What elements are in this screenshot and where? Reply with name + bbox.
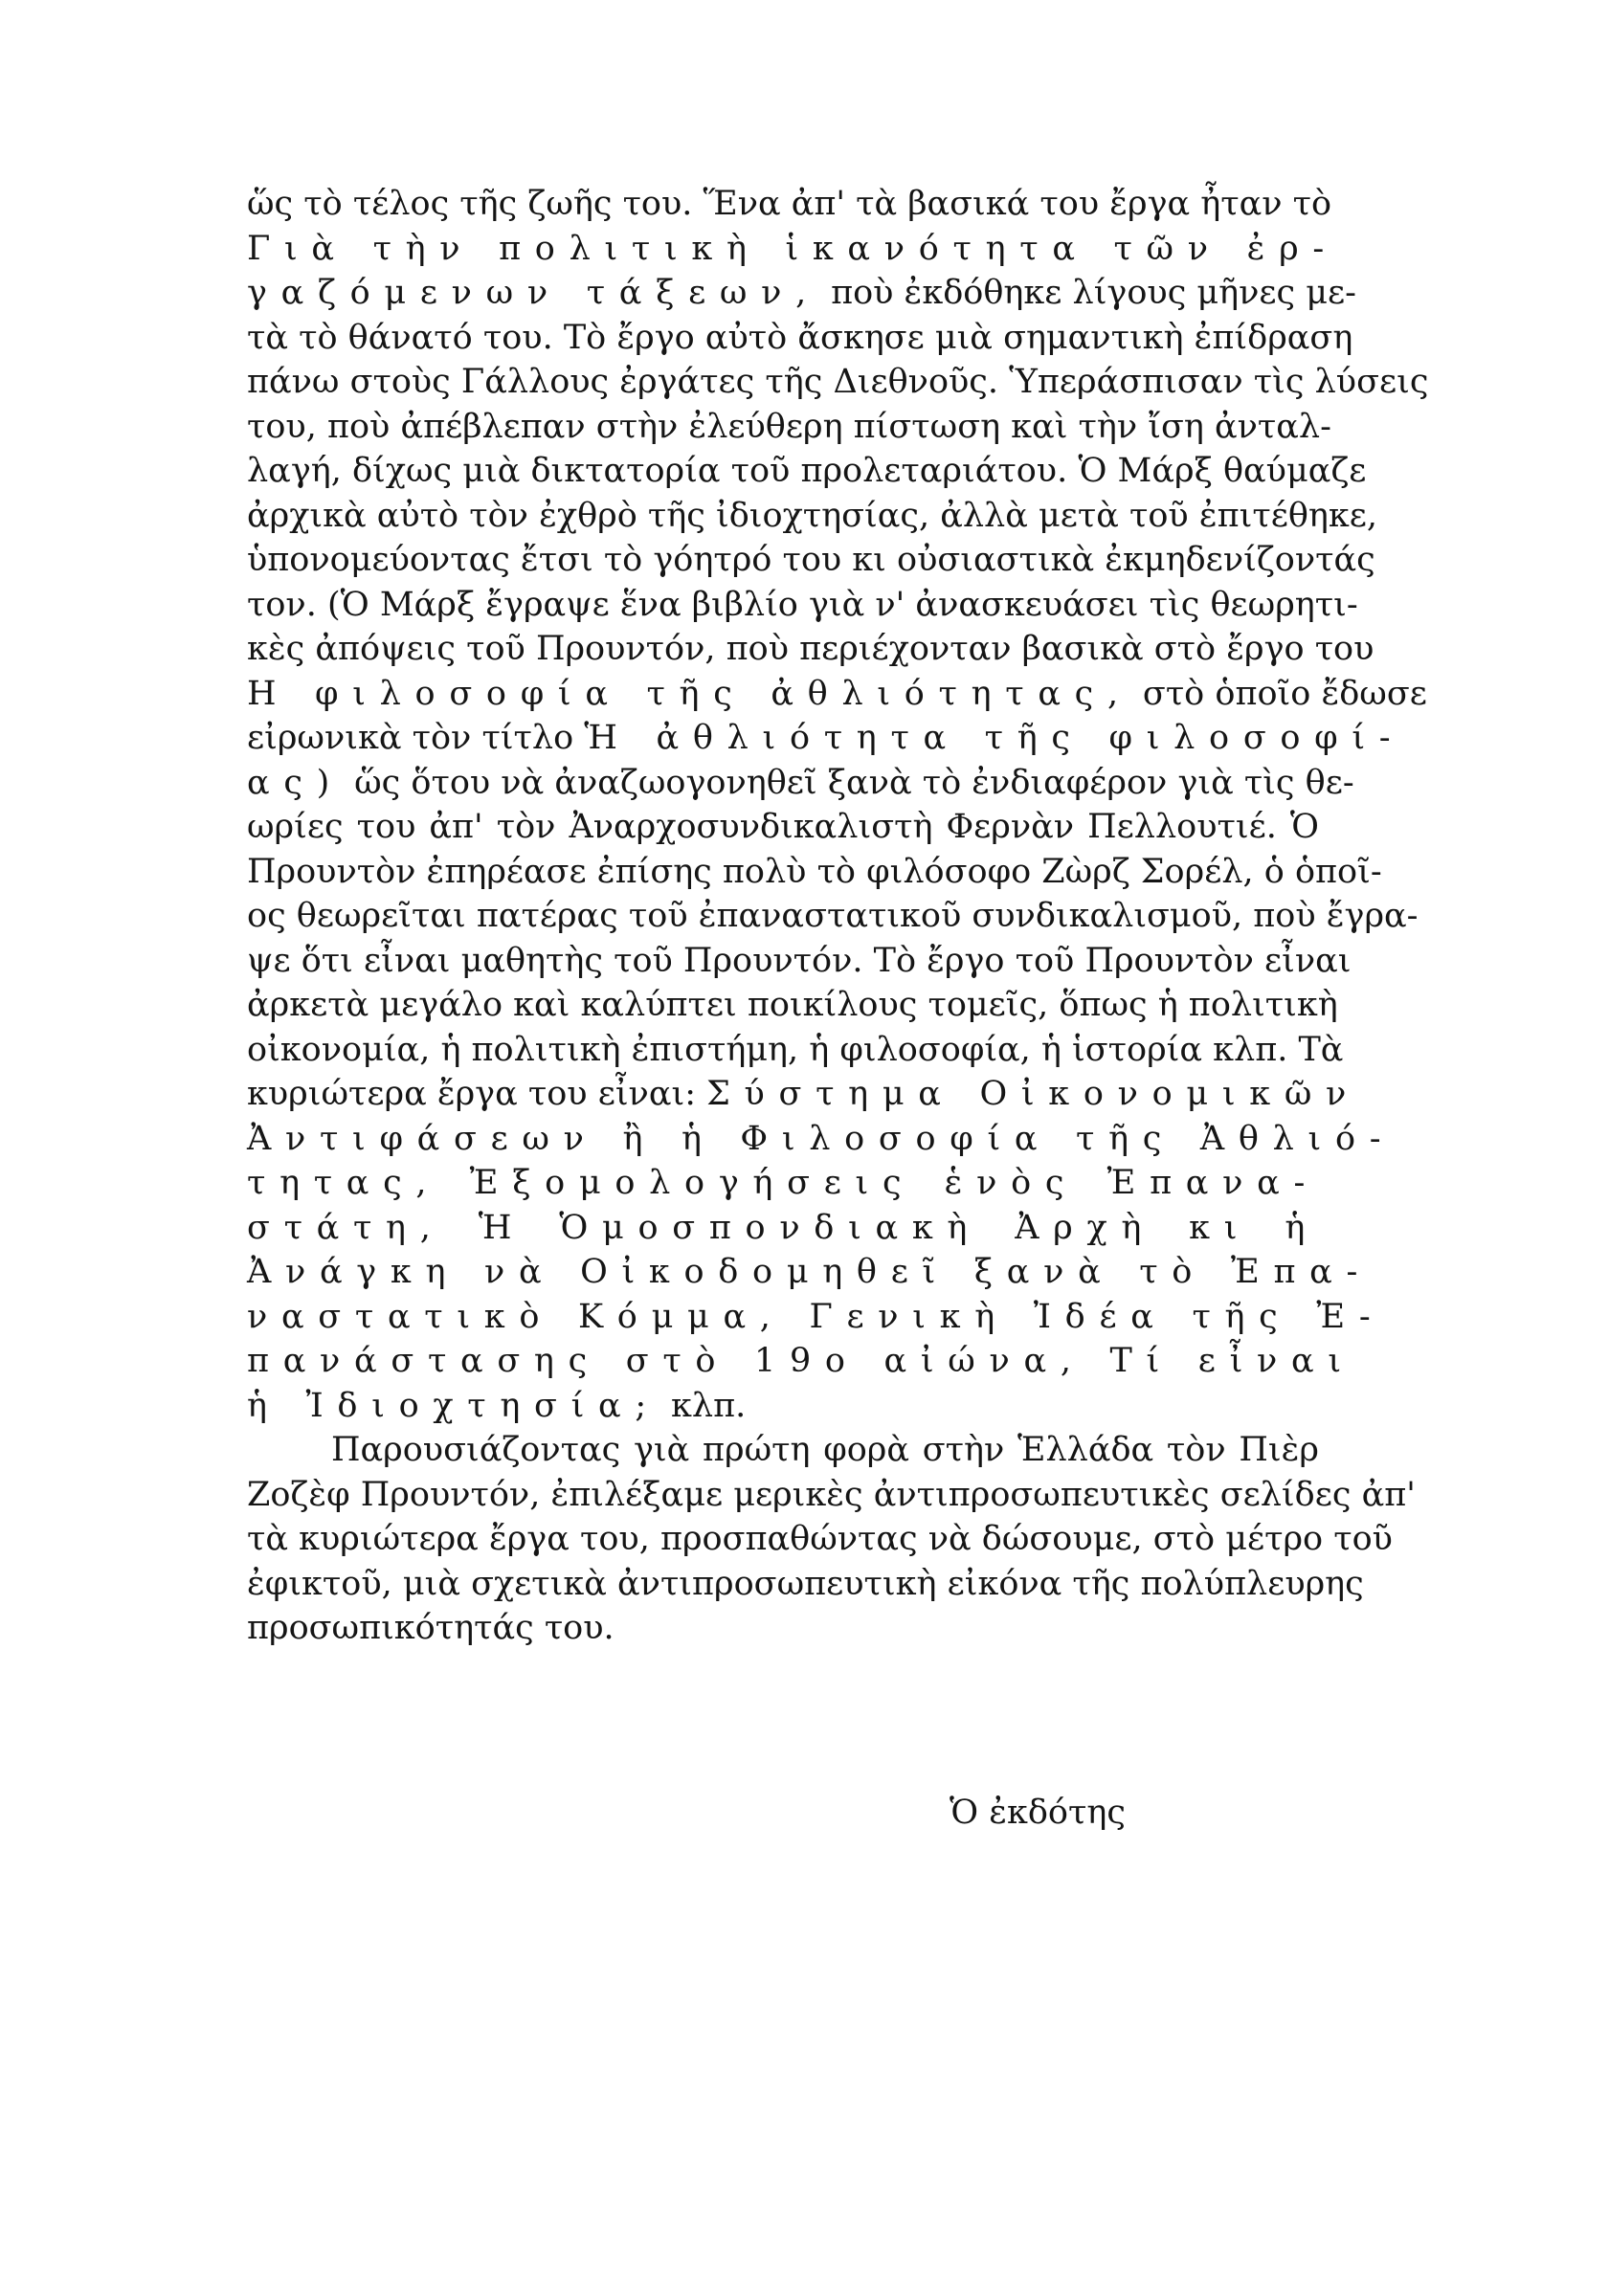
spaced-title-text: τητας, Ἐξομολογήσεις ἑνὸς Ἐπανα- (247, 1164, 1319, 1202)
line-text: ος θεωρεῖται πατέρας τοῦ ἐπαναστατικοῦ συνδικαλισμοῦ, ποὺ ἔγρα- (247, 897, 1419, 935)
text-line (247, 672, 1427, 717)
line-text: ἀρχικὰ αὐτὸ τὸν ἐχθρὸ τῆς ἰδιοχτησίας, ἀλλὰ μετὰ τοῦ ἐπιτέθηκε, (247, 496, 1377, 535)
text-line (247, 1161, 1319, 1206)
text-line (247, 1295, 1385, 1340)
line-text: τὰ τὸ θάνατό του. Τὸ ἔργο αὐτὸ ἄσκησε μιὰ σημαντικὴ ἐπίδραση (247, 318, 1353, 357)
publisher-signature: Ὁ ἐκδότης (950, 1794, 1126, 1832)
text-line (247, 449, 1367, 494)
text-line (247, 316, 1353, 361)
line-text: ὥς ὅτου νὰ ἀναζωογονηθεῖ ξανὰ τὸ ἐνδιαφέρον γιὰ τὶς θε- (344, 763, 1354, 802)
text-line (247, 182, 1332, 227)
line-text: κὲς ἀπόψεις τοῦ Προυντόν, ποὺ περιέχονταν βασικὰ στὸ ἔργο του (247, 630, 1374, 668)
text-line (247, 405, 1331, 450)
line-text: ὥς τὸ τέλος τῆς ζωῆς του. Ἕνα ἀπ' τὰ βασικά του ἔργα ἦταν τὸ (247, 185, 1332, 223)
text-line (247, 1339, 1355, 1384)
spaced-title-text: στάτη, Ἡ Ὁμοσπονδιακὴ Ἀρχὴ κι ἡ (247, 1208, 1319, 1247)
text-line (247, 983, 1338, 1028)
line-text: του, ποὺ ἀπέβλεπαν στὴν ἐλεύθερη πίστωση καὶ τὴν ἴση ἀνταλ- (247, 407, 1331, 446)
text-line (247, 271, 1356, 316)
text-line (247, 360, 1429, 405)
spaced-title-text: ας) (247, 763, 344, 802)
text-line (247, 805, 1319, 850)
text-line (247, 1428, 1319, 1473)
spaced-title-text: Γιὰ τὴν πολιτικὴ ἱκανότητα τῶν ἐρ- (247, 229, 1338, 268)
text-line (247, 1206, 1319, 1251)
text-line (247, 1517, 1393, 1562)
spaced-title-text: πανάστασης στὸ 19ο αἰώνα, Τί εἶναι (247, 1342, 1355, 1380)
line-text: τὰ κυριώτερα ἔργα του, προσπαθώντας νὰ δώσουμε, στὸ μέτρο τοῦ (247, 1520, 1393, 1558)
text-line (247, 583, 1358, 628)
line-text: ωρίες του ἀπ' τὸν Ἀναρχοσυνδικαλιστὴ Φερνὰν Πελλουτιέ. Ὁ (247, 808, 1319, 846)
line-text: στὸ ὁποῖο ἔδωσε (1131, 674, 1427, 713)
line-text: προσωπικότητάς του. (247, 1609, 615, 1647)
spaced-title-text: ἡ Ἰδιοχτησία; (247, 1386, 660, 1425)
text-line (247, 1384, 1319, 1429)
line-text: τον. (Ὁ Μάρξ ἔγραψε ἕνα βιβλίο γιὰ ν' ἀνασκευάσει τὶς θεωρητι- (247, 585, 1358, 624)
line-text: Ζοζὲφ Προυντόν, ἐπιλέξαμε μερικὲς ἀντιπροσωπευτικὲς σελίδες ἀπ' (247, 1475, 1416, 1514)
text-line (247, 627, 1374, 672)
text-line (247, 1072, 1361, 1117)
line-text: λαγή, δίχως μιὰ δικτατορία τοῦ προλεταριάτου. Ὁ Μάρξ θαύμαζε (247, 452, 1367, 490)
text-line (247, 894, 1419, 939)
line-text: ψε ὅτι εἶναι μαθητὴς τοῦ Προυντόν. Τὸ ἔργο τοῦ Προυντὸν εἶναι (247, 941, 1352, 980)
line-text: Παρουσιάζοντας γιὰ πρώτη φορὰ στὴν Ἑλλάδα τὸν Πιὲρ (331, 1431, 1319, 1469)
text-line (247, 716, 1405, 761)
text-line (247, 1606, 1319, 1651)
spaced-title-text: ναστατικὸ Κόμμα, Γενικὴ Ἰδέα τῆς Ἐ- (247, 1297, 1385, 1336)
text-line (247, 1473, 1416, 1518)
text-line (247, 538, 1375, 583)
text-line (247, 227, 1338, 272)
line-text: πάνω στοὺς Γάλλους ἐργάτες τῆς Διεθνοῦς. Ὑπεράσπισαν τὶς λύσεις (247, 363, 1429, 401)
paragraph-2 (247, 1428, 1416, 1651)
line-text: εἰρωνικὰ τὸν τίτλο (247, 719, 585, 757)
text-line (247, 1250, 1373, 1295)
text-line (247, 1028, 1344, 1073)
spaced-title-text: γαζόμενων τάξεων, (247, 274, 820, 312)
line-text: ἐφικτοῦ, μιὰ σχετικὰ ἀντιπροσωπευτικὴ εἰκόνα τῆς πολύπλευρης (247, 1564, 1364, 1603)
line-text: ἀρκετὰ μεγάλο καὶ καλύπτει ποικίλους τομεῖς, ὅπως ἡ πολιτικὴ (247, 986, 1338, 1024)
spaced-title-text: Ἡ ἀθλιότητα τῆς φιλοσοφί- (584, 719, 1405, 757)
text-line (247, 761, 1354, 806)
line-text: κυριώτερα ἔργα του εἶναι: (247, 1075, 707, 1113)
spaced-title-text: Ἀντιφάσεων ἢ ἡ Φιλοσοφία τῆς Ἀθλιό- (247, 1119, 1396, 1158)
line-text: κλπ. (659, 1386, 747, 1425)
text-line (247, 939, 1352, 984)
line-text: οἰκονομία, ἡ πολιτικὴ ἐπιστήμη, ἡ φιλοσοφία, ἡ ἱστορία κλπ. Τὰ (247, 1030, 1344, 1069)
spaced-title-text: Σύστημα Οἰκονομικῶν (706, 1075, 1361, 1113)
text-line (247, 1562, 1364, 1607)
paragraph-1 (247, 182, 1429, 1428)
line-text: ὑπονομεύοντας ἔτσι τὸ γόητρό του κι οὐσιαστικὰ ἐκμηδενίζοντάς (247, 541, 1375, 579)
text-line (247, 850, 1382, 895)
text-line (247, 494, 1377, 539)
spaced-title-text: Η φιλοσοφία τῆς ἀθλιότητας, (247, 674, 1132, 713)
text-line (247, 1117, 1396, 1162)
text-block (247, 182, 1429, 1651)
line-text: Προυντὸν ἐπηρέασε ἐπίσης πολὺ τὸ φιλόσοφο Ζὼρζ Σορέλ, ὁ ὁποῖ- (247, 852, 1382, 891)
spaced-title-text: Ἀνάγκη νὰ Οἰκοδομηθεῖ ξανὰ τὸ Ἐπα- (247, 1253, 1373, 1291)
line-text: ποὺ ἐκδόθηκε λίγους μῆνες με- (819, 274, 1356, 312)
